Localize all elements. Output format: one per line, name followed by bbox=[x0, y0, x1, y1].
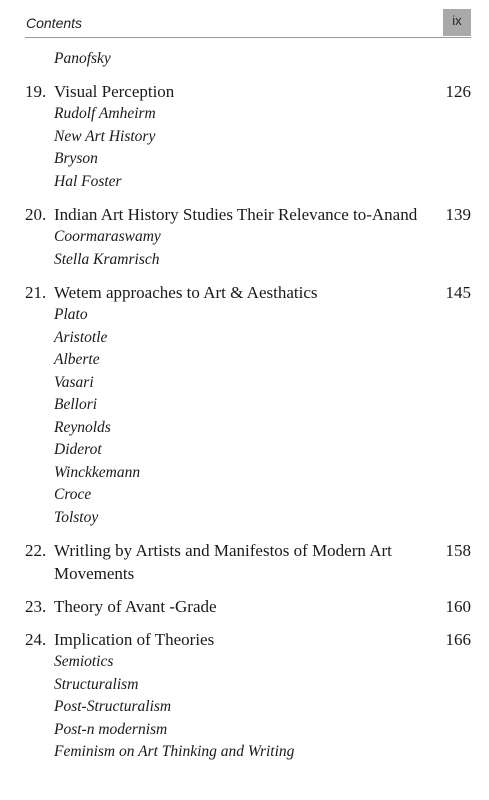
toc-subitem: Alberte bbox=[54, 351, 100, 368]
toc-entry-line bbox=[25, 80, 471, 103]
toc-entry-line bbox=[25, 595, 471, 618]
toc-subitem: Bryson bbox=[54, 150, 98, 167]
header-title: Contents bbox=[26, 15, 83, 31]
toc-entry-24 bbox=[25, 628, 471, 764]
entry-title: Wetem approaches to Art & Aesthatics bbox=[54, 283, 318, 302]
toc-subitem: Bellori bbox=[54, 396, 98, 413]
entry-page: 145 bbox=[445, 283, 471, 302]
toc-subitem: Vasari bbox=[54, 373, 94, 391]
toc-entry-line bbox=[25, 203, 471, 226]
entry-page: 166 bbox=[445, 630, 471, 649]
toc-subitem: Panofsky bbox=[54, 50, 111, 67]
toc-subitem: New Art History bbox=[54, 127, 156, 145]
toc-subitem: Aristotle bbox=[54, 328, 108, 346]
toc-subitem: Rudolf Amheirm bbox=[54, 105, 156, 122]
toc-entry-19 bbox=[25, 80, 471, 193]
toc-subitem: Hal Foster bbox=[54, 172, 122, 190]
toc-subitem: Post-Structuralism bbox=[54, 698, 172, 715]
toc-subitem: Coormaraswamy bbox=[54, 228, 161, 245]
entry-title: Visual Perception bbox=[54, 82, 175, 101]
entry-title: Theory of Avant -Grade bbox=[54, 597, 217, 616]
toc-entry-21 bbox=[25, 281, 471, 529]
toc-entry-23 bbox=[25, 595, 471, 618]
page-number-badge: ix bbox=[443, 9, 471, 36]
toc-subitem: Plato bbox=[54, 306, 88, 323]
entry-number: 19. bbox=[25, 82, 47, 101]
entry-page: 126 bbox=[445, 82, 471, 101]
entry-number: 22. bbox=[25, 541, 47, 560]
toc-subitem: Croce bbox=[54, 486, 92, 503]
entry-number: 20. bbox=[25, 205, 47, 224]
toc-subitem: Winckkemann bbox=[54, 463, 141, 481]
toc-subitem: Reynolds bbox=[54, 418, 111, 436]
running-header bbox=[25, 9, 471, 38]
entry-title: Writling by Artists and Manifestos of Modern Art Movements bbox=[54, 541, 392, 583]
toc-subitem: Tolstoy bbox=[54, 508, 99, 526]
entry-number: 21. bbox=[25, 283, 47, 302]
toc-subitem: Post-n modernism bbox=[54, 720, 168, 738]
entry-page: 139 bbox=[445, 205, 471, 224]
toc-subitem: Diderot bbox=[54, 441, 102, 458]
toc-subitem: Structuralism bbox=[54, 675, 139, 693]
entry-number: 23. bbox=[25, 597, 47, 616]
toc-entry-line bbox=[25, 539, 471, 585]
entry-number: 24. bbox=[25, 630, 47, 649]
entry-title: Indian Art History Studies Their Relevance to-Anand bbox=[54, 205, 418, 224]
toc-subitem: Stella Kramrisch bbox=[54, 250, 160, 268]
toc-entry-line bbox=[25, 281, 471, 304]
toc-subitem: Feminism on Art Thinking and Writing bbox=[54, 743, 295, 760]
entry-page: 158 bbox=[445, 541, 471, 560]
entry-title: Implication of Theories bbox=[54, 630, 215, 649]
toc-entry-22 bbox=[25, 539, 471, 585]
entry-page: 160 bbox=[445, 597, 471, 616]
toc-entry-line bbox=[25, 628, 471, 651]
toc-subitem: Semiotics bbox=[54, 653, 114, 670]
toc-list bbox=[25, 48, 471, 764]
toc-entry-20 bbox=[25, 203, 471, 271]
